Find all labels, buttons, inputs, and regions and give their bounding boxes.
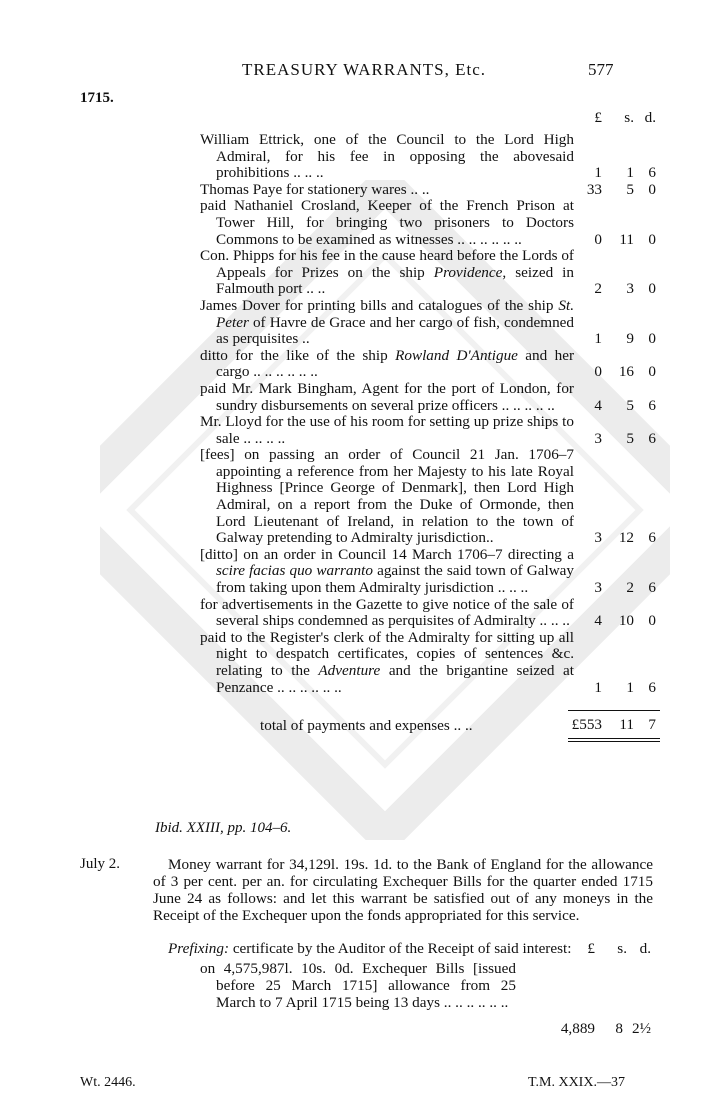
shillings: 2	[626, 579, 634, 597]
running-title: TREASURY WARRANTS, Etc.	[241, 60, 487, 79]
shilling-header: s.	[624, 109, 634, 126]
payment-description: ditto for the like of the ship Rowland D'Antigue and her cargo .. .. .. .. .. ..	[200, 346, 575, 381]
pounds: 3	[594, 529, 602, 547]
payment-entry	[200, 381, 660, 414]
currency-header	[568, 110, 660, 127]
footer-right: T.M. XXIX.—37	[528, 1075, 625, 1090]
payment-entry	[200, 630, 660, 696]
cert-pence: 2½	[632, 1020, 651, 1037]
pounds: 0	[594, 230, 602, 248]
pounds: 1	[594, 164, 602, 182]
payment-entry	[200, 248, 660, 298]
shillings: 5	[626, 429, 634, 447]
payment-description: paid Mr. Mark Bingham, Agent for the port of London, for sundry disbursements on several prize officers .. .. .. .. ..	[200, 379, 574, 414]
total-pence: 7	[648, 716, 656, 734]
total-label: total of payments and expenses .. ..	[260, 717, 473, 735]
payment-description: James Dover for printing bills and catalogues of the ship St. Peter of Havre de Grace and her cargo of fish, condemned as perquisites ..	[200, 296, 574, 348]
total-rule-bottom-1	[568, 738, 660, 739]
payment-description: [fees] on passing an order of Council 21 Jan. 1706–7 appointing a reference from her Majesty to his late Royal Highness [Prince George of Denmark], then Lord High Admiral, on a report from the Duke of Ormonde, then Lord Lieutenant of Ireland, in relation to the town of Galway pretending to Admiralty jurisdiction..	[200, 446, 574, 547]
entry-date: July 2.	[80, 856, 121, 872]
payment-entry	[200, 182, 660, 199]
pence: 0	[648, 230, 656, 248]
shillings: 9	[626, 330, 634, 348]
footer-left: Wt. 2446.	[80, 1075, 136, 1090]
payment-description: [ditto] on an order in Council 14 March 1706–7 directing a scire facias quo warranto against the said town of Galway from taking upon them Admiralty jurisdiction .. .. ..	[200, 545, 574, 597]
pence: 6	[648, 429, 656, 447]
pounds: 4	[594, 396, 602, 414]
pence-header: d.	[644, 109, 656, 126]
pounds: 4	[594, 612, 602, 630]
payment-amount	[568, 231, 660, 248]
payment-description: paid Nathaniel Crosland, Keeper of the French Prison at Tower Hill, for bringing two prisoners to Doctors Commons to be examined as witnesses .. .. .. .. .. ..	[200, 197, 574, 248]
payment-amount	[568, 580, 660, 597]
payment-entry	[200, 447, 660, 547]
source-reference: Ibid. XXIII, pp. 104–6.	[155, 820, 292, 836]
payment-amount	[568, 613, 660, 630]
pence: 6	[648, 678, 656, 696]
warrant-paragraph: Money warrant for 34,129l. 19s. 1d. to the Bank of England for the allowance of 3 per cent. per an. for circulating Exchequer Bills for the quarter ended 1715 June 24 as follows: and let this warrant be satisfied out of any moneys in the Receipt of the Exchequer upon the fonds appropriated for this service.	[153, 856, 653, 924]
payments-list	[200, 109, 660, 735]
payment-entry	[200, 547, 660, 597]
payment-amount	[568, 397, 660, 414]
total-rule-bottom-2	[568, 741, 660, 742]
payment-description: for advertisements in the Gazette to give notice of the sale of several ships condemned as perquisites of Admiralty .. .. ..	[200, 595, 574, 630]
payment-amount	[568, 364, 660, 381]
pounds: 2	[594, 280, 602, 298]
cert-pounds: 4,889	[560, 1020, 595, 1037]
pence: 0	[648, 363, 656, 381]
shillings: 1	[626, 678, 634, 696]
pence: 0	[648, 612, 656, 630]
payment-description: Mr. Lloyd for the use of his room for setting up prize ships to sale .. .. .. ..	[200, 413, 574, 447]
payment-description: Thomas Paye for stationery wares .. ..	[200, 180, 430, 198]
margin-year: 1715.	[80, 90, 114, 106]
pence: 6	[648, 396, 656, 414]
shillings: 11	[619, 230, 634, 248]
shillings: 16	[618, 363, 634, 381]
cert-pound-header: £	[587, 940, 595, 957]
pence: 6	[648, 164, 656, 182]
pence: 6	[648, 529, 656, 547]
pence: 0	[648, 330, 656, 348]
cert-currency-header	[558, 940, 653, 957]
payment-description: William Ettrick, one of the Council to the Lord High Admiral, for his fee in opposing the abovesaid prohibitions .. .. ..	[200, 131, 574, 182]
payment-description: Con. Phipps for his fee in the cause heard before the Lords of Appeals for Prizes on the ship Providence, seized in Falmouth port .. ..	[200, 247, 574, 298]
pound-header: £	[594, 109, 602, 126]
pounds: 33	[586, 180, 602, 198]
pounds: 3	[594, 579, 602, 597]
certificate-amount	[548, 1020, 653, 1037]
cert-shilling-header: s.	[617, 940, 627, 957]
payment-amount	[568, 331, 660, 348]
cert-pence-header: d.	[639, 940, 651, 957]
pounds: 1	[594, 678, 602, 696]
prefix-label: Prefixing:	[168, 940, 230, 957]
prefix-text: certificate by the Auditor of the Receipt of said interest:	[229, 940, 572, 957]
payment-entry	[200, 198, 660, 248]
payment-amount	[568, 679, 660, 696]
shillings: 1	[626, 164, 634, 182]
payment-amount	[568, 281, 660, 298]
certificate-line: on 4,575,987l. 10s. 0d. Exchequer Bills [issued before 25 March 1715] allowance from 25 March to 7 April 1715 being 13 days .. .. .. .. .. ..	[200, 960, 516, 1011]
page-number: 577	[588, 60, 614, 79]
payment-amount	[568, 165, 660, 182]
shillings: 10	[618, 612, 634, 630]
cert-shillings: 8	[615, 1020, 623, 1037]
pence: 0	[648, 280, 656, 298]
pence: 0	[648, 180, 656, 198]
payment-entry	[200, 348, 660, 381]
payment-entry	[200, 298, 660, 348]
total-pounds: £553	[571, 716, 602, 734]
payment-amount	[568, 530, 660, 547]
pounds: 0	[594, 363, 602, 381]
pence: 6	[648, 579, 656, 597]
total-row	[200, 708, 660, 735]
pounds: 3	[594, 429, 602, 447]
shillings: 5	[626, 396, 634, 414]
payment-entry	[200, 597, 660, 630]
payment-amount	[568, 181, 660, 198]
shillings: 12	[618, 529, 634, 547]
payment-entry	[200, 132, 660, 182]
payment-amount	[568, 430, 660, 447]
payment-description: paid to the Register's clerk of the Admiralty for sitting up all night to despatch certificates, copies of sentences &c. relating to the Adventure and the brigantine seized at Penzance .. .. .. .. .. ..	[200, 628, 574, 696]
shillings: 3	[626, 280, 634, 298]
pounds: 1	[594, 330, 602, 348]
payment-entry	[200, 414, 660, 447]
total-shillings: 11	[619, 716, 634, 734]
shillings: 5	[626, 180, 634, 198]
total-rule-top	[568, 710, 660, 711]
